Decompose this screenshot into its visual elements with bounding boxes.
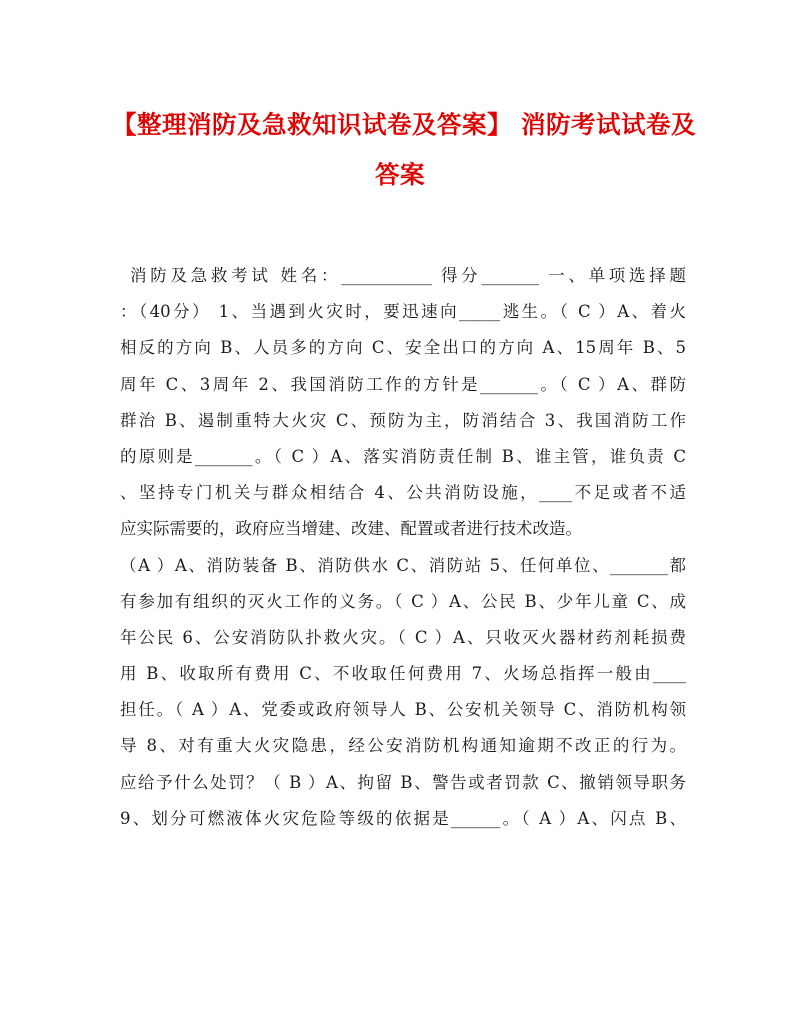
document-title bbox=[112, 100, 697, 200]
body-line: 消防及急救考试 姓名：___________ 得分_______ 一、单项选择题 bbox=[130, 266, 686, 285]
title-line-2: 答案 bbox=[375, 160, 425, 189]
body-line: 年公民 6、公安消防队扑救火灾。（ C ）A、只收灭火器材药剂耗损费 bbox=[120, 627, 686, 647]
body-line: 导 8、对有重大火灾隐患，经公安消防机构通知逾期不改正的行为。 bbox=[120, 736, 686, 756]
body-line: 群治 B、遏制重特大火灾 C、预防为主，防消结合 3、我国消防工作 bbox=[120, 410, 686, 430]
title-line-1: 【整理消防及急救知识试卷及答案】 消防考试试卷及 bbox=[112, 110, 697, 139]
body-line: （A ）A、消防装备 B、消防供水 C、消防站 5、任何单位、_______都 bbox=[120, 555, 686, 575]
body-line: 应给予什么处罚？（ B ）A、拘留 B、警告或者罚款 C、撤销领导职务 bbox=[120, 772, 686, 792]
body-line: 的原则是_______。（ C ）A、落实消防责任制 B、谁主管，谁负责 C bbox=[120, 446, 686, 466]
body-line: 周年 C、3周年 2、我国消防工作的方针是_______。（ C ）A、群防 bbox=[120, 374, 686, 394]
body-line: 担任。（ A ）A、党委或政府领导人 B、公安机关领导 C、消防机构领 bbox=[120, 700, 686, 720]
body-line: ：（40分） 1、当遇到火灾时，要迅速向_____逃生。（ C ）A、着火 bbox=[120, 302, 686, 322]
body-line: 相反的方向 B、人员多的方向 C、安全出口的方向 A、15周年 B、5 bbox=[120, 338, 686, 358]
body-line: 有参加有组织的灭火工作的义务。（ C ）A、公民 B、少年儿童 C、成 bbox=[120, 591, 686, 611]
document-body bbox=[120, 258, 686, 837]
body-line: 、坚持专门机关与群众相结合 4、公共消防设施，____不足或者不适 bbox=[120, 483, 686, 503]
body-line: 用 B、收取所有费用 C、不收取任何费用 7、火场总指挥一般由____ bbox=[120, 664, 686, 684]
body-line: 应实际需要的，政府应当增建、改建、配置或者进行技术改造。 bbox=[120, 519, 582, 539]
body-line: 9、划分可燃液体火灾危险等级的依据是______。（ A ）A、闪点 B、 bbox=[120, 808, 686, 828]
